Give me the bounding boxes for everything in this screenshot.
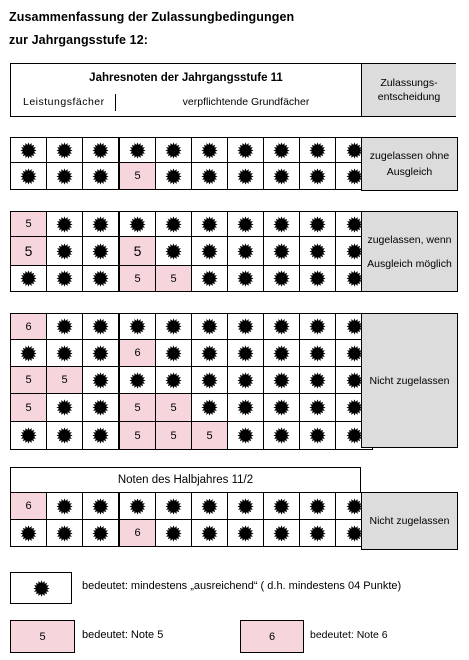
- grade-cell-sufficient: [300, 163, 336, 190]
- header-decision: [361, 64, 456, 116]
- header-leistungsfaecher-label: Leistungsfächer: [23, 96, 105, 108]
- header-grundfaecher-label: verpflichtende Grundfächer: [182, 96, 310, 108]
- black-starburst-icon: [201, 243, 218, 260]
- grade-cell-sufficient: [228, 163, 264, 190]
- black-starburst-icon: [237, 216, 254, 233]
- black-starburst-icon: [273, 525, 290, 542]
- grade-cell-sufficient: [228, 237, 264, 266]
- black-starburst-icon: [346, 142, 363, 159]
- black-starburst-icon: [92, 427, 109, 444]
- grade-grid-group-3: [10, 313, 373, 450]
- grade-cell-sufficient: [83, 493, 120, 520]
- grade-cell-sufficient: [300, 212, 336, 237]
- black-starburst-icon: [201, 168, 218, 185]
- grade-cell-note-6: 6: [119, 520, 156, 547]
- grade-cell-note-5: 5: [11, 394, 47, 422]
- grade-cell-sufficient: [264, 367, 300, 394]
- header-decision-label: Zulassungs-entscheidung: [377, 77, 441, 103]
- grade-cell-sufficient: [228, 138, 264, 163]
- black-starburst-icon: [346, 318, 363, 335]
- grade-cell-sufficient: [300, 520, 336, 547]
- halbjahr-header-label: Noten des Halbjahres 11/2: [117, 474, 254, 486]
- black-starburst-icon: [237, 243, 254, 260]
- grade-cell-sufficient: [192, 163, 228, 190]
- grade-cell-sufficient: [300, 138, 336, 163]
- grade-cell-sufficient: [11, 422, 47, 450]
- black-starburst-icon: [56, 345, 73, 362]
- black-starburst-icon: [165, 498, 182, 515]
- page-title-line2: zur Jahrgangsstufe 12:: [9, 33, 149, 47]
- black-starburst-icon: [201, 142, 218, 159]
- grade-cell-note-5: 5: [47, 367, 83, 394]
- black-starburst-icon: [165, 318, 182, 335]
- grade-cell-sufficient: [228, 314, 264, 340]
- grade-cell-note-5: 5: [119, 394, 156, 422]
- grade-cell-sufficient: [156, 163, 192, 190]
- grade-row: [11, 163, 373, 190]
- black-starburst-icon: [201, 216, 218, 233]
- grade-cell-sufficient: [228, 367, 264, 394]
- black-starburst-icon: [273, 399, 290, 416]
- black-starburst-icon: [165, 525, 182, 542]
- black-starburst-icon: [20, 345, 37, 362]
- grade-cell-sufficient: [264, 237, 300, 266]
- grade-cell-sufficient: [83, 422, 120, 450]
- black-starburst-icon: [56, 142, 73, 159]
- legend-star-box: [10, 572, 72, 604]
- grade-cell-sufficient: [192, 340, 228, 367]
- grade-cell-sufficient: [156, 520, 192, 547]
- black-starburst-icon: [309, 399, 326, 416]
- grade-cell-sufficient: [47, 237, 83, 266]
- grade-cell-note-5: 5: [119, 163, 156, 190]
- black-starburst-icon: [56, 168, 73, 185]
- black-starburst-icon: [309, 168, 326, 185]
- black-starburst-icon: [309, 525, 326, 542]
- grade-cell-sufficient: [228, 212, 264, 237]
- decision-halbjahr: [361, 492, 458, 550]
- grade-cell-sufficient: [264, 314, 300, 340]
- grade-cell-sufficient: [192, 138, 228, 163]
- grade-cell-note-5: 5: [192, 422, 228, 450]
- header-main-label: Jahresnoten der Jahrgangsstufe 11: [89, 72, 283, 84]
- halbjahr-header: [10, 467, 361, 493]
- black-starburst-icon: [165, 372, 182, 389]
- grade-cell-note-5: 5: [119, 422, 156, 450]
- black-starburst-icon: [237, 270, 254, 287]
- grade-cell-sufficient: [47, 520, 83, 547]
- grade-cell-sufficient: [47, 422, 83, 450]
- grade-cell-sufficient: [11, 520, 47, 547]
- legend-five-box: [10, 620, 75, 653]
- grade-row: [11, 493, 373, 520]
- grade-cell-sufficient: [300, 314, 336, 340]
- grade-cell-sufficient: [156, 138, 192, 163]
- black-starburst-icon: [273, 372, 290, 389]
- grade-cell-sufficient: [47, 493, 83, 520]
- black-starburst-icon: [201, 525, 218, 542]
- black-starburst-icon: [92, 318, 109, 335]
- grade-cell-note-5: 5: [119, 237, 156, 266]
- grade-cell-sufficient: [83, 138, 120, 163]
- grade-cell-sufficient: [119, 367, 156, 394]
- black-starburst-icon: [33, 580, 50, 597]
- black-starburst-icon: [165, 243, 182, 260]
- black-starburst-icon: [56, 525, 73, 542]
- black-starburst-icon: [201, 345, 218, 362]
- grade-cell-sufficient: [156, 493, 192, 520]
- grade-cell-sufficient: [119, 314, 156, 340]
- black-starburst-icon: [56, 243, 73, 260]
- grade-cell-sufficient: [264, 212, 300, 237]
- grade-cell-sufficient: [300, 237, 336, 266]
- grade-cell-sufficient: [83, 237, 120, 266]
- grade-cell-sufficient: [83, 212, 120, 237]
- black-starburst-icon: [165, 216, 182, 233]
- black-starburst-icon: [237, 168, 254, 185]
- black-starburst-icon: [92, 399, 109, 416]
- black-starburst-icon: [309, 345, 326, 362]
- black-starburst-icon: [237, 399, 254, 416]
- black-starburst-icon: [201, 372, 218, 389]
- black-starburst-icon: [92, 243, 109, 260]
- grade-cell-sufficient: [192, 367, 228, 394]
- black-starburst-icon: [237, 525, 254, 542]
- grade-row: [11, 340, 373, 367]
- grade-cell-sufficient: [47, 314, 83, 340]
- black-starburst-icon: [309, 427, 326, 444]
- black-starburst-icon: [92, 345, 109, 362]
- grade-cell-sufficient: [228, 493, 264, 520]
- black-starburst-icon: [346, 399, 363, 416]
- black-starburst-icon: [20, 270, 37, 287]
- decision-group-1: [361, 137, 458, 191]
- black-starburst-icon: [309, 318, 326, 335]
- black-starburst-icon: [56, 498, 73, 515]
- grade-grid-group-1: [10, 137, 373, 190]
- grade-cell-sufficient: [192, 314, 228, 340]
- grade-cell-sufficient: [119, 212, 156, 237]
- grade-grid-halbjahr: [10, 492, 373, 547]
- grade-cell-sufficient: [11, 340, 47, 367]
- grade-row: [11, 367, 373, 394]
- legend-five-value: 5: [39, 630, 46, 643]
- black-starburst-icon: [273, 168, 290, 185]
- black-starburst-icon: [92, 270, 109, 287]
- grade-cell-sufficient: [47, 394, 83, 422]
- black-starburst-icon: [20, 525, 37, 542]
- black-starburst-icon: [346, 427, 363, 444]
- page-title-line1: Zusammenfassung der Zulassungbedingungen: [9, 10, 295, 24]
- grade-cell-sufficient: [192, 266, 228, 292]
- grade-cell-sufficient: [47, 212, 83, 237]
- black-starburst-icon: [20, 142, 37, 159]
- black-starburst-icon: [129, 142, 146, 159]
- grade-cell-note-6: 6: [11, 493, 47, 520]
- black-starburst-icon: [273, 142, 290, 159]
- grade-row: [11, 237, 373, 266]
- black-starburst-icon: [309, 142, 326, 159]
- black-starburst-icon: [309, 243, 326, 260]
- grade-cell-sufficient: [192, 520, 228, 547]
- legend-six-box: [240, 620, 304, 653]
- black-starburst-icon: [20, 168, 37, 185]
- black-starburst-icon: [56, 216, 73, 233]
- black-starburst-icon: [92, 168, 109, 185]
- black-starburst-icon: [273, 427, 290, 444]
- grade-cell-note-5: 5: [156, 422, 192, 450]
- black-starburst-icon: [273, 216, 290, 233]
- black-starburst-icon: [56, 270, 73, 287]
- grade-cell-sufficient: [156, 237, 192, 266]
- grade-cell-sufficient: [264, 266, 300, 292]
- grade-cell-sufficient: [264, 493, 300, 520]
- grade-row: [11, 422, 373, 450]
- grade-cell-sufficient: [192, 394, 228, 422]
- decision-label-group-1: zugelassen ohne Ausgleich: [369, 150, 450, 178]
- black-starburst-icon: [237, 427, 254, 444]
- grade-cell-sufficient: [228, 340, 264, 367]
- black-starburst-icon: [165, 142, 182, 159]
- decision-group-2: [361, 211, 458, 292]
- black-starburst-icon: [309, 498, 326, 515]
- black-starburst-icon: [56, 427, 73, 444]
- black-starburst-icon: [92, 372, 109, 389]
- grade-cell-note-5: 5: [119, 266, 156, 292]
- black-starburst-icon: [273, 498, 290, 515]
- grade-cell-sufficient: [300, 266, 336, 292]
- grade-cell-sufficient: [156, 367, 192, 394]
- grade-cell-note-5: 5: [11, 237, 47, 266]
- black-starburst-icon: [346, 498, 363, 515]
- black-starburst-icon: [346, 243, 363, 260]
- legend-star-text: bedeutet: mindestens „ausreichend“ ( d.h. mindestens 04 Punkte): [82, 580, 402, 592]
- black-starburst-icon: [165, 168, 182, 185]
- grade-cell-sufficient: [83, 394, 120, 422]
- grade-cell-sufficient: [156, 212, 192, 237]
- decision-label-group-2-line1: zugelassen, wenn: [367, 233, 452, 246]
- grade-row: [11, 212, 373, 237]
- black-starburst-icon: [201, 399, 218, 416]
- grade-cell-sufficient: [83, 266, 120, 292]
- grade-cell-sufficient: [83, 367, 120, 394]
- header-grades: [11, 64, 361, 116]
- grade-cell-sufficient: [300, 367, 336, 394]
- black-starburst-icon: [346, 168, 363, 185]
- grade-cell-sufficient: [11, 266, 47, 292]
- legend-five-text: bedeutet: Note 5: [82, 629, 164, 641]
- black-starburst-icon: [273, 270, 290, 287]
- black-starburst-icon: [92, 525, 109, 542]
- decision-label-group-2-line2: Ausgleich möglich: [367, 257, 452, 270]
- black-starburst-icon: [237, 498, 254, 515]
- grade-cell-sufficient: [83, 314, 120, 340]
- grade-cell-note-5: 5: [11, 212, 47, 237]
- grade-cell-sufficient: [228, 394, 264, 422]
- legend-six-text: bedeutet: Note 6: [310, 629, 388, 641]
- black-starburst-icon: [129, 318, 146, 335]
- grade-cell-sufficient: [264, 138, 300, 163]
- grade-cell-sufficient: [264, 394, 300, 422]
- black-starburst-icon: [56, 318, 73, 335]
- legend-six-value: 6: [268, 630, 276, 643]
- black-starburst-icon: [129, 498, 146, 515]
- grade-cell-note-5: 5: [156, 394, 192, 422]
- black-starburst-icon: [92, 216, 109, 233]
- black-starburst-icon: [201, 270, 218, 287]
- decision-label-group-3: Nicht zugelassen: [369, 374, 450, 387]
- grade-cell-sufficient: [156, 340, 192, 367]
- grade-row: [11, 394, 373, 422]
- black-starburst-icon: [237, 345, 254, 362]
- grade-cell-sufficient: [83, 163, 120, 190]
- black-starburst-icon: [273, 243, 290, 260]
- grade-cell-sufficient: [192, 237, 228, 266]
- black-starburst-icon: [129, 216, 146, 233]
- grade-cell-sufficient: [83, 520, 120, 547]
- grade-cell-sufficient: [228, 266, 264, 292]
- decision-label-halbjahr: Nicht zugelassen: [369, 515, 450, 527]
- black-starburst-icon: [273, 318, 290, 335]
- grade-cell-sufficient: [192, 493, 228, 520]
- grade-cell-sufficient: [47, 163, 83, 190]
- black-starburst-icon: [309, 372, 326, 389]
- black-starburst-icon: [92, 142, 109, 159]
- grade-cell-note-6: 6: [11, 314, 47, 340]
- grade-row: [11, 138, 373, 163]
- grade-cell-note-5: 5: [156, 266, 192, 292]
- grade-cell-sufficient: [300, 493, 336, 520]
- black-starburst-icon: [92, 498, 109, 515]
- grade-row: [11, 314, 373, 340]
- grade-cell-note-5: 5: [11, 367, 47, 394]
- grade-cell-sufficient: [300, 340, 336, 367]
- black-starburst-icon: [309, 270, 326, 287]
- grade-cell-sufficient: [83, 340, 120, 367]
- black-starburst-icon: [56, 399, 73, 416]
- grade-cell-sufficient: [47, 138, 83, 163]
- black-starburst-icon: [201, 498, 218, 515]
- black-starburst-icon: [165, 345, 182, 362]
- grade-grid-group-2: [10, 211, 373, 292]
- black-starburst-icon: [237, 142, 254, 159]
- black-starburst-icon: [309, 216, 326, 233]
- grade-cell-sufficient: [300, 422, 336, 450]
- black-starburst-icon: [237, 318, 254, 335]
- grade-cell-sufficient: [264, 422, 300, 450]
- black-starburst-icon: [346, 372, 363, 389]
- grade-cell-sufficient: [228, 520, 264, 547]
- black-starburst-icon: [273, 345, 290, 362]
- table-header: [10, 63, 456, 117]
- grade-cell-sufficient: [119, 138, 156, 163]
- grade-cell-sufficient: [192, 212, 228, 237]
- black-starburst-icon: [346, 525, 363, 542]
- grade-cell-note-6: 6: [119, 340, 156, 367]
- decision-group-3: [361, 313, 458, 448]
- grade-cell-sufficient: [264, 520, 300, 547]
- grade-cell-sufficient: [300, 394, 336, 422]
- grade-cell-sufficient: [47, 340, 83, 367]
- grade-row: [11, 520, 373, 547]
- grade-cell-sufficient: [47, 266, 83, 292]
- grade-cell-sufficient: [11, 163, 47, 190]
- black-starburst-icon: [201, 318, 218, 335]
- black-starburst-icon: [129, 372, 146, 389]
- grade-cell-sufficient: [228, 422, 264, 450]
- grade-cell-sufficient: [264, 163, 300, 190]
- grade-cell-sufficient: [119, 493, 156, 520]
- black-starburst-icon: [346, 345, 363, 362]
- grade-cell-sufficient: [264, 340, 300, 367]
- black-starburst-icon: [20, 427, 37, 444]
- grade-row: [11, 266, 373, 292]
- black-starburst-icon: [237, 372, 254, 389]
- grade-cell-sufficient: [11, 138, 47, 163]
- grade-cell-sufficient: [156, 314, 192, 340]
- black-starburst-icon: [346, 270, 363, 287]
- header-divider: [115, 94, 116, 111]
- black-starburst-icon: [346, 216, 363, 233]
